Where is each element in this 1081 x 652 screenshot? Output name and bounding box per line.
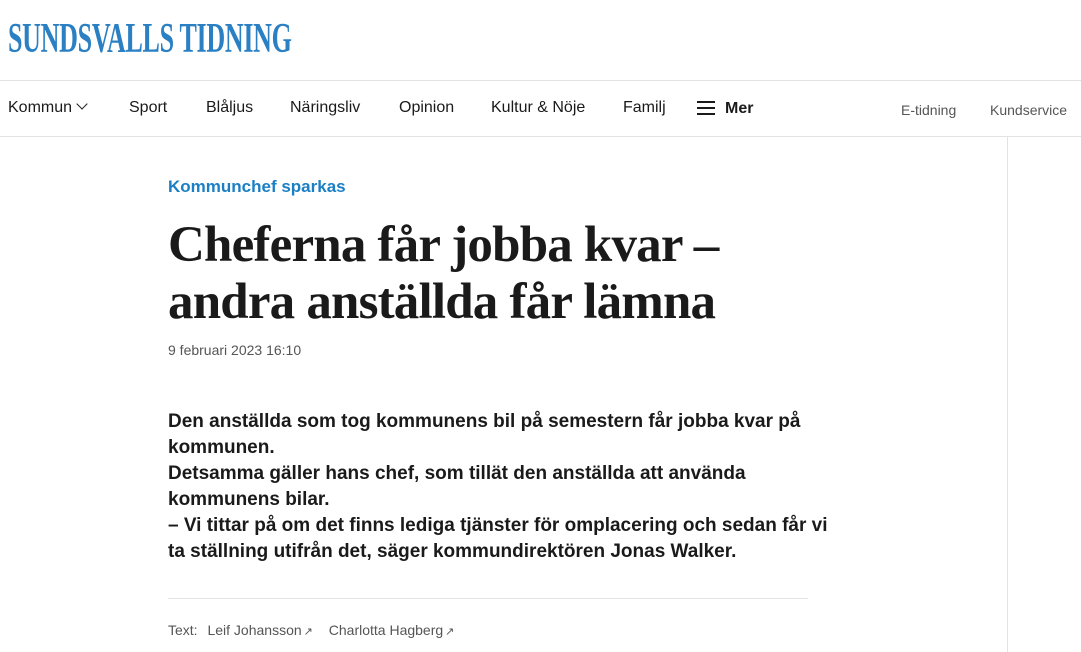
- logo[interactable]: SUNDSVALLS TIDNING: [8, 16, 292, 62]
- lead-paragraph: Den anställda som tog kommunens bil på semestern får jobba kvar på kommunen.: [168, 411, 801, 458]
- article-kicker[interactable]: Kommunchef sparkas: [168, 177, 346, 196]
- lead-paragraph: – Vi tittar på om det finns lediga tjänster för omplacering och sedan får vi ta ställning utifrån det, säger kommundirektören Jonas Walker.: [168, 515, 828, 562]
- nav-sport[interactable]: Sport: [129, 99, 168, 116]
- author-link[interactable]: [329, 622, 455, 638]
- lead-paragraph: Detsamma gäller hans chef, som tillät den anställda att använda kommunens bilar.: [168, 463, 746, 510]
- more-label: Mer: [725, 100, 754, 117]
- byline: [168, 622, 454, 638]
- main-nav: [0, 80, 1081, 137]
- nav-opinion[interactable]: Opinion: [399, 99, 455, 116]
- article-lead: [168, 409, 828, 565]
- nav-kultur-noje[interactable]: Kultur & Nöje: [491, 99, 586, 116]
- byline-label: Text:: [168, 622, 198, 638]
- author-name: Charlotta Hagberg: [328, 622, 444, 638]
- divider: [168, 598, 808, 599]
- chevron-down-icon: [76, 98, 87, 109]
- nav-kommun[interactable]: [8, 99, 86, 117]
- more-menu-button[interactable]: [697, 99, 753, 118]
- external-arrow-icon: ↗: [303, 626, 313, 638]
- article-headline: Cheferna får jobba kvar – andra anställda får lämna: [168, 217, 719, 330]
- e-tidning-link[interactable]: E-tidning: [901, 102, 957, 118]
- author-link[interactable]: [207, 622, 312, 638]
- kundservice-link[interactable]: Kundservice: [990, 102, 1068, 118]
- nav-label: Kommun: [8, 99, 73, 116]
- hamburger-icon: [697, 101, 715, 115]
- external-arrow-icon: ↗: [445, 626, 455, 638]
- nav-blaljus[interactable]: Blåljus: [206, 99, 254, 116]
- divider: [1007, 137, 1008, 652]
- nav-naringsliv[interactable]: Näringsliv: [290, 99, 361, 116]
- nav-familj[interactable]: Familj: [623, 99, 666, 116]
- author-name: Leif Johansson: [207, 622, 302, 638]
- publish-date: 9 februari 2023 16:10: [168, 342, 302, 358]
